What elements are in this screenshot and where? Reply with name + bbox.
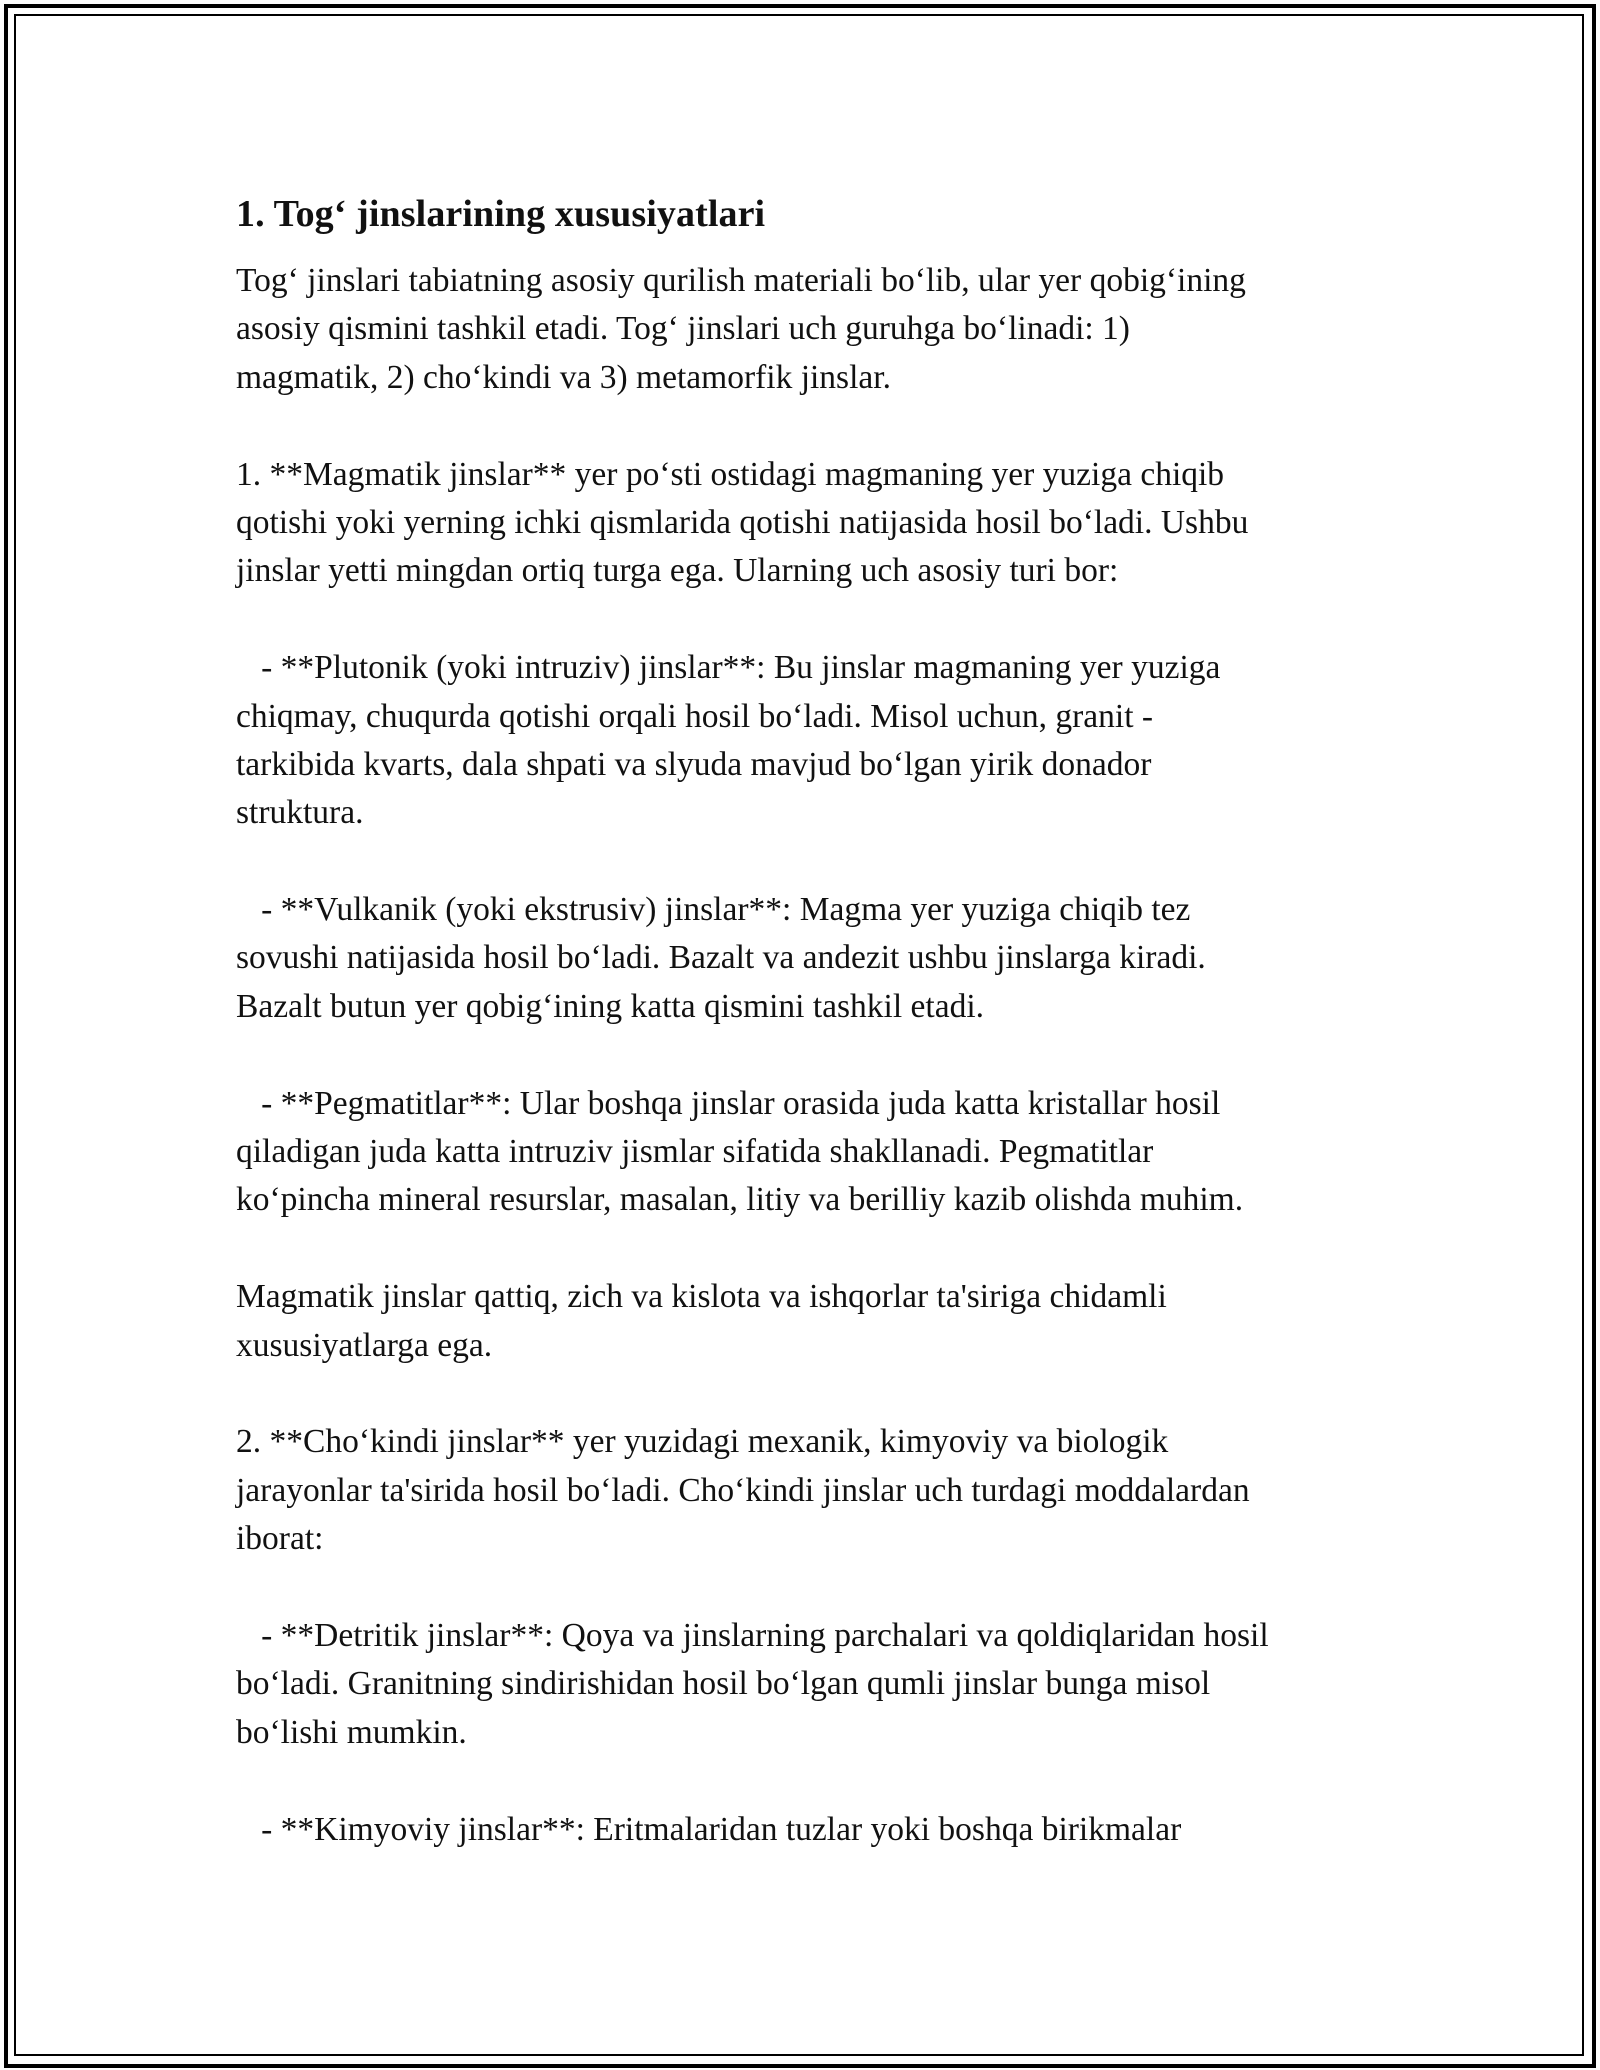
text-line: asosiy qismini tashkil etadi. Tog‘ jinslari uch guruhga bo‘linadi: 1): [236, 310, 1130, 348]
text-line: ko‘pincha mineral resurslar, masalan, litiy va berilliy kazib olishda muhim.: [236, 1181, 1244, 1219]
text-line: [236, 1564, 1386, 1612]
text-line: - **Plutonik (yoki intruziv) jinslar**: Bu jinslar magmaning yer yuziga: [236, 649, 1221, 687]
text-line: [236, 1757, 1386, 1805]
text-line: 2. **Cho‘kindi jinslar** yer yuzidagi mexanik, kimyoviy va biologik: [236, 1423, 1169, 1461]
text-line: qiladigan juda katta intruziv jismlar sifatida shakllanadi. Pegmatitlar: [236, 1133, 1154, 1171]
text-line: Tog‘ jinslari tabiatning asosiy qurilish materiali bo‘lib, ular yer qobig‘ining: [236, 262, 1246, 299]
text-line: bo‘lishi mumkin.: [236, 1713, 467, 1751]
text-line: sovushi natijasida hosil bo‘ladi. Bazalt va andezit ushbu jinslarga kiradi.: [236, 939, 1206, 977]
text-line: - **Detritik jinslar**: Qoya va jinslarning parchalari va qoldiqlaridan hosil: [236, 1616, 1269, 1654]
text-line: jinslar yetti mingdan ortiq turga ega. Ularning uch asosiy turi bor:: [236, 552, 1119, 590]
text-line: tarkibida kvarts, dala shpati va slyuda mavjud bo‘lgan yirik donador: [236, 745, 1152, 783]
text-line: [236, 596, 1386, 644]
text-line: magmatik, 2) cho‘kindi va 3) metamorfik jinslar.: [236, 358, 891, 396]
text-line: qotishi yoki yerning ichki qismlarida qotishi natijasida hosil bo‘ladi. Ushbu: [236, 503, 1249, 541]
text-line: chiqmay, chuqurda qotishi orqali hosil bo‘ladi. Misol uchun, granit -: [236, 697, 1154, 735]
text-line: - **Kimyoviy jinslar**: Eritmalaridan tuzlar yoki boshqa birikmalar: [236, 1810, 1182, 1848]
text-line: [236, 402, 1386, 450]
text-line: [236, 1370, 1386, 1418]
text-line: - **Pegmatitlar**: Ular boshqa jinslar orasida juda katta kristallar hosil: [236, 1084, 1221, 1122]
text-line: 1. **Magmatik jinslar** yer po‘sti ostidagi magmaning yer yuziga chiqib: [236, 455, 1225, 493]
paragraph-block: [236, 257, 1386, 1854]
text-line: bo‘ladi. Granitning sindirishidan hosil bo‘lgan qumli jinslar bunga misol: [236, 1665, 1211, 1703]
text-line: - **Vulkanik (yoki ekstrusiv) jinslar**: Magma yer yuziga chiqib tez: [236, 891, 1191, 929]
text-line: Magmatik jinslar qattiq, zich va kislota va ishqorlar ta'siriga chidamli: [236, 1278, 1167, 1316]
text-line: jarayonlar ta'sirida hosil bo‘ladi. Cho‘kindi jinslar uch turdagi moddalardan: [236, 1471, 1250, 1509]
page-title: 1. Tog‘ jinslarining xususiyatlari: [236, 193, 766, 235]
document-body: [236, 188, 1386, 1854]
text-line: [236, 1031, 1386, 1079]
text-line: struktura.: [236, 794, 364, 832]
text-line: iborat:: [236, 1520, 324, 1558]
text-line: [236, 1225, 1386, 1273]
text-line: [236, 838, 1386, 886]
text-line: Bazalt butun yer qobig‘ining katta qismini tashkil etadi.: [236, 987, 985, 1025]
text-line: xususiyatlarga ega.: [236, 1326, 493, 1364]
